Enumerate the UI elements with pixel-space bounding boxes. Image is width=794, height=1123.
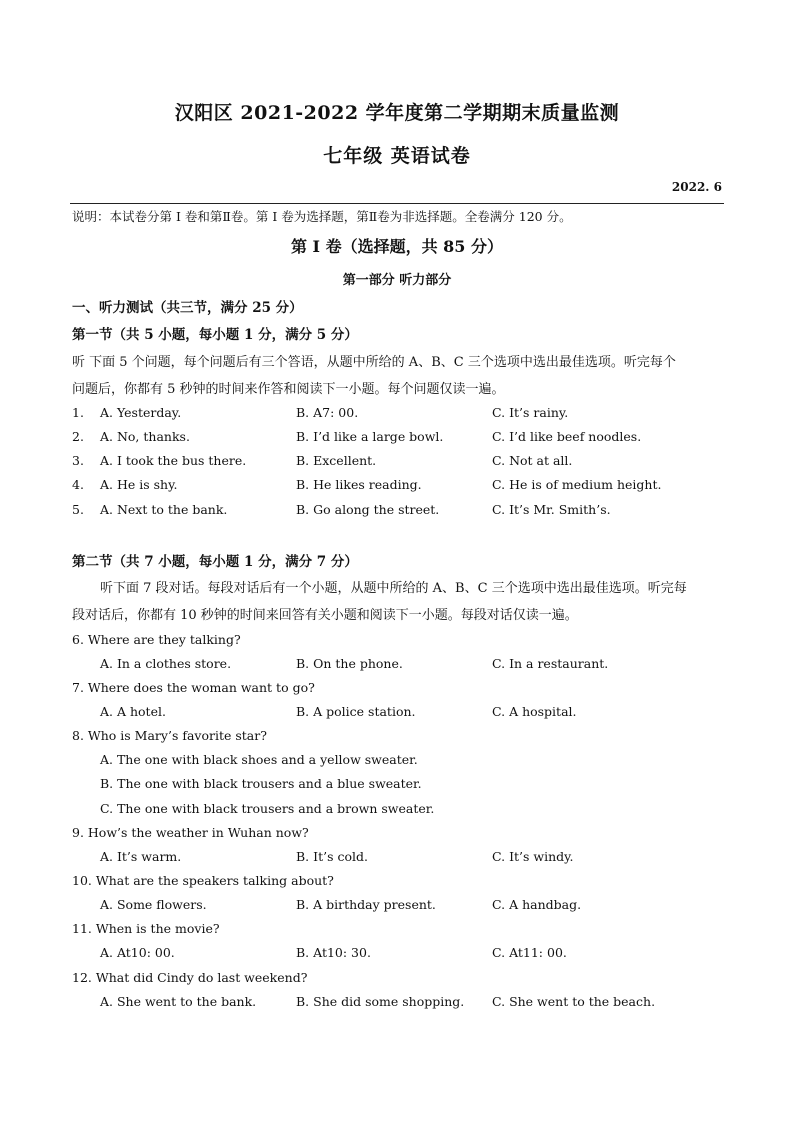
exam-title: 汉阳区 2021-2022 学年度第二学期期末质量监测 xyxy=(174,102,620,124)
option-c: C. In a restaurant. xyxy=(492,656,609,671)
option-c: C. It’s rainy. xyxy=(492,405,569,420)
option-a: A. The one with black shoes and a yellow sweater. xyxy=(100,752,418,767)
option-a: A. A hotel. xyxy=(100,704,166,719)
option-b: B. A7: 00. xyxy=(296,405,359,420)
option-c: C. The one with black trousers and a brown sweater. xyxy=(100,801,435,816)
option-b: B. Excellent. xyxy=(296,453,377,468)
exam-date: 2022. 6 xyxy=(671,180,722,194)
question-stem: 11. When is the movie? xyxy=(72,921,220,936)
question-stem: 6. Where are they talking? xyxy=(72,632,241,647)
exam-subtitle: 七年级 英语试卷 xyxy=(323,145,471,167)
question-number: 2. xyxy=(72,429,84,444)
question-stem: 9. How’s the weather in Wuhan now? xyxy=(72,825,309,840)
option-c: C. He is of medium height. xyxy=(492,477,662,492)
question-number: 5. xyxy=(72,502,84,517)
option-c: C. A handbag. xyxy=(492,897,582,912)
question-stem: 10. What are the speakers talking about? xyxy=(72,873,334,888)
section1-directions-cont: 问题后，你都有 5 秒钟的时间来作答和阅读下一小题。每个问题仅读一遍。 xyxy=(72,382,505,397)
option-a: A. In a clothes store. xyxy=(100,656,232,671)
header-divider xyxy=(70,203,724,204)
section2-heading: 第二节（共 7 小题，每小题 1 分，满分 7 分） xyxy=(72,554,358,570)
exam-instructions: 说明：本试卷分第 I 卷和第Ⅱ卷。第 I 卷为选择题，第Ⅱ卷为非选择题。全卷满分 120 分。 xyxy=(72,209,572,224)
option-a: A. No, thanks. xyxy=(100,429,190,444)
section1-directions: 听 下面 5 个问题，每个问题后有三个答语，从题中所给的 A、B、C 三个选项中选出最佳选项。听完每个 xyxy=(72,355,676,370)
option-b: B. She did some shopping. xyxy=(296,994,465,1009)
option-b: B. A police station. xyxy=(296,704,416,719)
option-b: B. On the phone. xyxy=(296,656,403,671)
part-title: 第 I 卷（选择题，共 85 分） xyxy=(290,237,504,256)
option-b: B. The one with black trousers and a blue sweater. xyxy=(100,776,422,791)
option-a: A. She went to the bank. xyxy=(100,994,257,1009)
option-c: C. It’s windy. xyxy=(492,849,574,864)
option-c: C. At11: 00. xyxy=(492,945,567,960)
option-c: C. It’s Mr. Smith’s. xyxy=(492,502,611,517)
option-b: B. It’s cold. xyxy=(296,849,368,864)
section1-heading: 第一节（共 5 小题，每小题 1 分，满分 5 分） xyxy=(72,327,358,343)
question-number: 3. xyxy=(72,453,84,468)
option-c: C. A hospital. xyxy=(492,704,577,719)
section2-directions: 听下面 7 段对话。每段对话后有一个小题，从题中所给的 A、B、C 三个选项中选出最佳选项。听完每 xyxy=(100,581,687,596)
question-stem: 7. Where does the woman want to go? xyxy=(72,680,315,695)
section2-directions-cont: 段对话后，你都有 10 秒钟的时间来回答有关小题和阅读下一小题。每段对话仅读一遍。 xyxy=(72,608,578,623)
option-a: A. He is shy. xyxy=(100,477,178,492)
option-a: A. Yesterday. xyxy=(100,405,182,420)
question-stem: 12. What did Cindy do last weekend? xyxy=(72,970,308,985)
option-b: B. Go along the street. xyxy=(296,502,440,517)
question-number: 4. xyxy=(72,477,84,492)
option-b: B. I’d like a large bowl. xyxy=(296,429,444,444)
option-a: A. Next to the bank. xyxy=(100,502,228,517)
listening-heading: 一、听力测试（共三节，满分 25 分） xyxy=(72,300,303,316)
option-c: C. Not at all. xyxy=(492,453,573,468)
option-c: C. I’d like beef noodles. xyxy=(492,429,642,444)
option-a: A. At10: 00. xyxy=(100,945,175,960)
option-a: A. It’s warm. xyxy=(100,849,182,864)
option-b: B. At10: 30. xyxy=(296,945,371,960)
question-stem: 8. Who is Mary’s favorite star? xyxy=(72,728,267,743)
option-a: A. I took the bus there. xyxy=(100,453,247,468)
question-number: 1. xyxy=(72,405,84,420)
option-a: A. Some flowers. xyxy=(100,897,207,912)
part-subtitle: 第一部分 听力部分 xyxy=(342,273,452,288)
option-c: C. She went to the beach. xyxy=(492,994,656,1009)
option-b: B. A birthday present. xyxy=(296,897,436,912)
option-b: B. He likes reading. xyxy=(296,477,422,492)
